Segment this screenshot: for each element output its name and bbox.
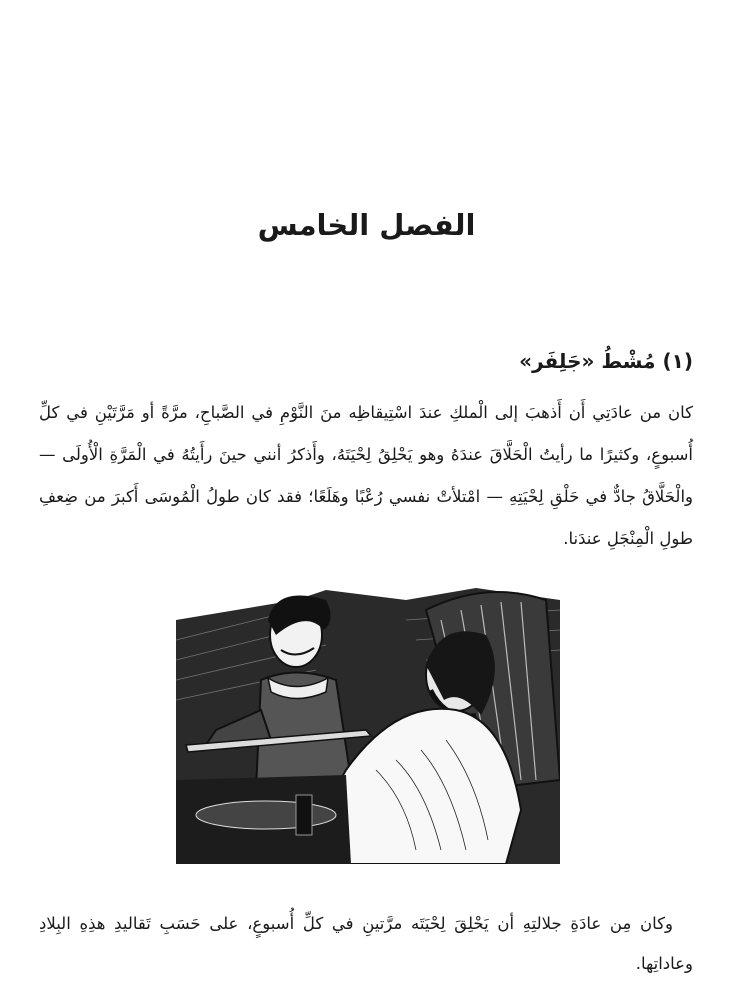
- barber-illustration: [176, 580, 560, 864]
- section-heading: (١) مُشْطُ «جَلِفَر»: [519, 349, 693, 373]
- chapter-title: الفصل الخامس: [257, 208, 476, 242]
- paragraph-1: كان من عادَتِي أَن أَذهبَ إلى الْملكِ عندَ اسْتِيقاظِه منَ النَّوْمِ في الصَّباحِ، مرَّةً أو مَرَّتَيْنِ في كلِّ أُسبوعٍ، وكثيرًا ما رأيتُ الْحَلَّاقَ عندَهُ وهو يَحْلِقُ لِحْيَتَهُ، وأَذكرُ أنني حينَ رأَيتُهُ في الْمَرَّةِ الْأُولَى — والْحَلَّاقُ جادٌّ في حَلْقِ لِحْيَتِهِ — امْتلأتْ نفسي رُعْبًا وهَلَعًا؛ فقد كان طولُ الْمُوسَى أَكبرَ من ضِعفِ طولِ الْمِنْجَلِ عندَنا.: [39, 403, 693, 548]
- paragraph-2: وكان مِن عادَةِ جلالتِهِ أن يَحْلِقَ لِحْيَتَه مرَّتينِ في كلِّ أُسبوعٍ، على حَسَبِ تَقاليدِ هذِهِ البِلادِ وعاداتِها.: [39, 914, 693, 973]
